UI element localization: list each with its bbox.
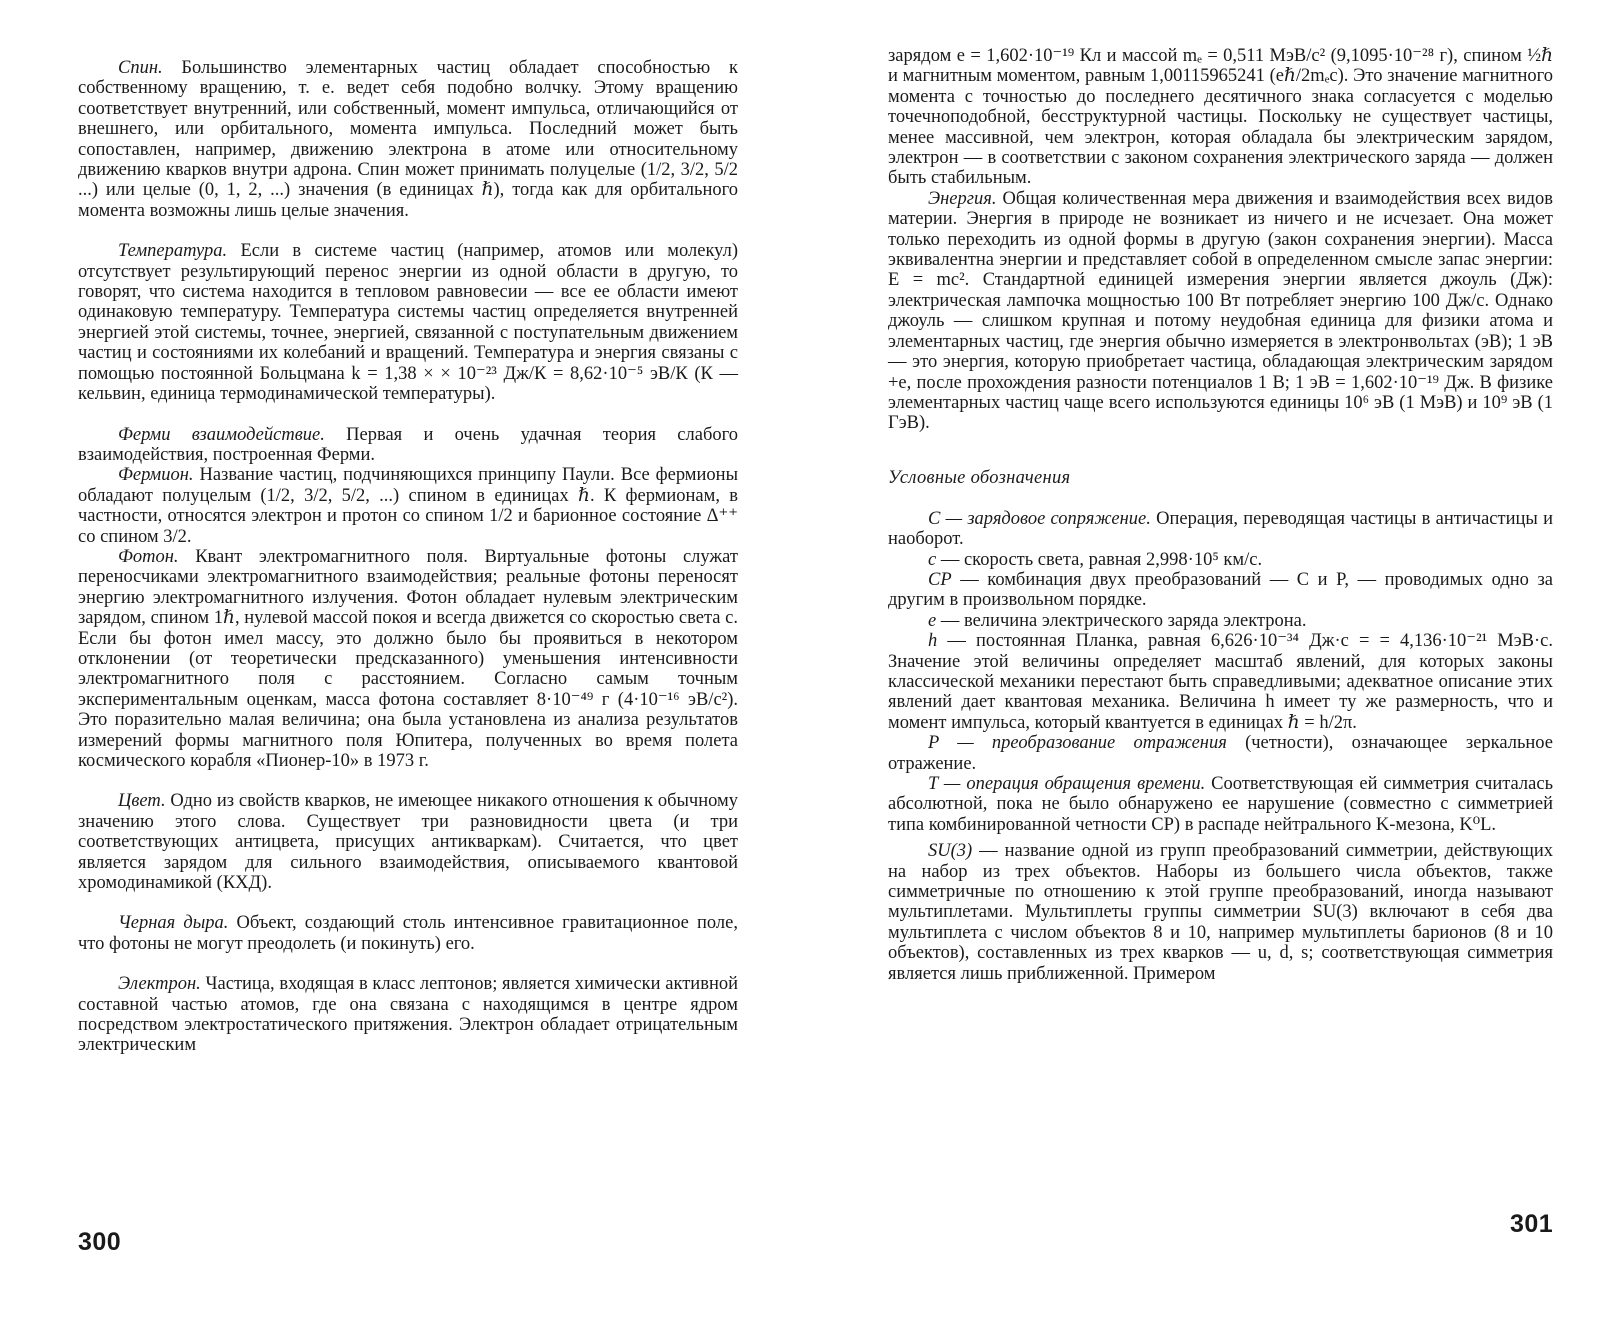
definition: (четности), означающее зеркальное отражение.: [888, 733, 1553, 774]
entry-fermi-interaction: [78, 425, 738, 466]
entry-black-hole: [78, 913, 738, 954]
entry-temperature: [78, 241, 738, 404]
definition: — комбинация двух преобразований — C и P, — проводимых одно за другим в произвольном порядке.: [888, 569, 1553, 611]
entry-fermion: [78, 465, 738, 547]
definition: Общая количественная мера движения и взаимодействия всех видов материи. Энергия в природе не возникает из ничего и не исчезает. Она может только переходить из одной формы в другую (закон сохранения энергии). Масса эквивалентна энергии и представляет собой в определенном смысле запас энергии: E = mc². Стандартной единицей измерения энергии является джоуль (Дж): электрическая лампочка мощностью 100 Вт потребляет энергию 100 Дж/с. Однако джоуль — слишком крупная и потому неудобная единица для физики атома и элементарных частиц, где энергия обычно измеряется в электронвольтах (эВ); 1 эВ — это энергия, которую приобретает частица, обладающая электрическим зарядом +e, после прохождения разности потенциалов 1 В; 1 эВ = 1,602·10⁻¹⁹ Дж. В физике элементарных частиц чаще всего используются единицы 10⁶ эВ (1 МэВ) и 10⁹ эВ (1 ГэВ).: [888, 188, 1553, 434]
term: Фотон.: [118, 546, 179, 567]
symbol-parity: [888, 733, 1553, 774]
page-number-right: 301: [1510, 1210, 1554, 1238]
entry-spin: [78, 58, 738, 221]
term: e: [928, 610, 937, 631]
term: Черная дыра.: [118, 913, 229, 934]
symbol-planck: [888, 631, 1553, 733]
term: Цвет.: [118, 791, 166, 812]
definition: Название частиц, подчиняющихся принципу Паули. Все фермионы обладают полуцелым (1/2, 3/2, 5/2, ...) спином в единицах ℏ. К фермионам, в частности, относятся электрон и протон со спином 1/2 и барионное состояние Δ⁺⁺ со спином 3/2.: [78, 465, 738, 547]
definition: Первая и очень удачная теория слабого взаимодействия, построенная Ферми.: [78, 424, 738, 465]
term: c: [928, 549, 937, 570]
electron-continuation: зарядом e = 1,602·10⁻¹⁹ Кл и массой mₑ = 0,511 МэВ/c² (9,1095·10⁻²⁸ г), спином ½ℏ и магнитным моментом, равным 1,00115965241 (eℏ/2mₑc). Это значение магнитного момента с точностью до последнего десятичного знака согласуется с моделью точечноподобной, бесструктурной частицы. Поскольку не существует частицы, менее массивной, чем электрон, которая обладала бы электрическим зарядом, электрон — в соответствии с законом сохранения электрического заряда — должен быть стабильным.: [888, 46, 1553, 189]
term: Температура.: [118, 241, 228, 262]
right-column: [888, 46, 1553, 984]
definition: Соответствующая ей симметрия считалась абсолютной, пока не было обнаружено ее нарушение (совместно с симметрией типа комбинированной четности CP) в распаде нейтрального K-мезона, K⁰L.: [888, 774, 1554, 835]
term: Энергия.: [928, 188, 997, 209]
page-number-left: 300: [78, 1228, 122, 1256]
definition: Квант электромагнитного поля. Виртуальные фотоны служат переносчиками электромагнитного взаимодействия; реальные фотоны переносят энергию электромагнитного излучения. Фотон обладает нулевым электрическим зарядом, спином 1ℏ, нулевой массой покоя и всегда движется со скоростью света c. Если бы фотон имел массу, это должно было бы проявиться в некотором отклонении (от теоретически предсказанного) уменьшения интенсивности электромагнитного поля с расстоянием. Согласно самым точным экспериментальным оценкам, масса фотона составляет 8·10⁻⁴⁹ г (4·10⁻¹⁶ эВ/c²). Это поразительно малая величина; она была установлена из анализа результатов измерений формы магнитного поля Юпитера, полученных во время полета космического корабля «Пионер-10» в 1973 г.: [78, 546, 738, 771]
term: Ферми взаимодействие.: [118, 424, 325, 445]
definition: — название одной из групп преобразований симметрии, действующих на набор из трех объектов. Наборы из большего числа объектов, также симметричные по отношению к этой группе преобразований, иногда называют мультиплетами. Мультиплеты группы симметрии SU(3) включают в себя два мультиплета с числом объектов 8 и 10, например мультиплеты барионов (8 и 10 объектов), составленных из трех кварков — u, d, s; соответствующая симметрия является лишь приближенной. Примером: [888, 841, 1553, 984]
left-column: [78, 58, 738, 1056]
symbol-e: [888, 611, 1553, 631]
symbol-c-conjugation: [888, 509, 1553, 550]
definition: — величина электрического заряда электрона.: [936, 610, 1307, 631]
definition: Большинство элементарных частиц обладает способностью к собственному вращению, т. е. ведет себя подобно волчку. Этому вращению соответствует внутренний, или собственный, момент импульса, отличающийся от внешнего, или орбитального, момента импульса. Последний может быть сопоставлен, например, движению электрона в атоме или относительному движению кварков внутри адрона. Спин может принимать полуцелые (1/2, 3/2, 5/2 ...) или целые (0, 1, 2, ...) значения (в единицах ℏ), тогда как для орбитального момента возможны лишь целые значения.: [78, 58, 738, 221]
term: Электрон.: [118, 974, 201, 995]
definition: Операция, переводящая частицы в античастицы и наоборот.: [888, 508, 1553, 550]
term: h: [928, 631, 938, 652]
definition: Объект, создающий столь интенсивное гравитационное поле, что фотоны не могут преодолеть (и покинуть) его.: [78, 913, 738, 954]
definition: Если в системе частиц (например, атомов или молекул) отсутствует результирующий перенос энергии из одной области в другую, то говорят, что система находится в тепловом равновесии — все ее области имеют одинаковую температуру. Температура системы частиц определяется внутренней энергией этой системы, точнее, энергией, связанной с поступательным движением частиц и состояниями их колебаний и вращений. Температура и энергия связаны с помощью постоянной Больцмана k = 1,38 × × 10⁻²³ Дж/К = 8,62·10⁻⁵ эВ/К (К — кельвин, единица термодинамической температуры).: [78, 241, 738, 405]
section-title: Условные обозначения: [888, 467, 1071, 488]
definition: — скорость света, равная 2,998·10⁵ км/с.: [936, 549, 1263, 570]
definition: — постоянная Планка, равная 6,626·10⁻³⁴ Дж·с = = 4,136·10⁻²¹ МэВ·с. Значение этой величины определяет масштаб явлений, для которых законы классической механики перестают быть справедливыми; адекватное описание этих явлений дает квантовая механика. Величина h имеет ту же размерность, что и момент импульса, который квантуется в единицах ℏ = h/2π.: [888, 631, 1553, 733]
symbol-time-reversal: [888, 774, 1553, 835]
term: Фермион.: [118, 465, 194, 486]
term: SU(3): [928, 841, 973, 862]
term: C — зарядовое сопряжение.: [928, 508, 1151, 529]
symbol-su3: [888, 841, 1553, 984]
term: Спин.: [118, 58, 163, 78]
symbol-speed-of-light: [888, 550, 1553, 570]
term: T — операция обращения времени.: [928, 774, 1206, 794]
term: P — преобразование отражения: [928, 733, 1227, 754]
term: CP: [928, 569, 952, 590]
symbol-cp: [888, 570, 1553, 611]
definition: Частица, входящая в класс лептонов; является химически активной составной частью атомов, где она связана с находящимся в центре ядром посредством электростатического притяжения. Электрон обладает отрицательным электрическим: [78, 974, 738, 1056]
entry-photon: [78, 547, 738, 771]
entry-color: [78, 791, 738, 893]
entry-energy: [888, 189, 1553, 434]
definition: Одно из свойств кварков, не имеющее никакого отношения к обычному значению этого слова. Существует три разновидности цвета (и три соответствующих антицвета, присущих антикваркам). Считается, что цвет является зарядом для сильного взаимодействия, описываемого квантовой хромодинамикой (КХД).: [78, 791, 738, 894]
entry-electron: [78, 974, 738, 1056]
